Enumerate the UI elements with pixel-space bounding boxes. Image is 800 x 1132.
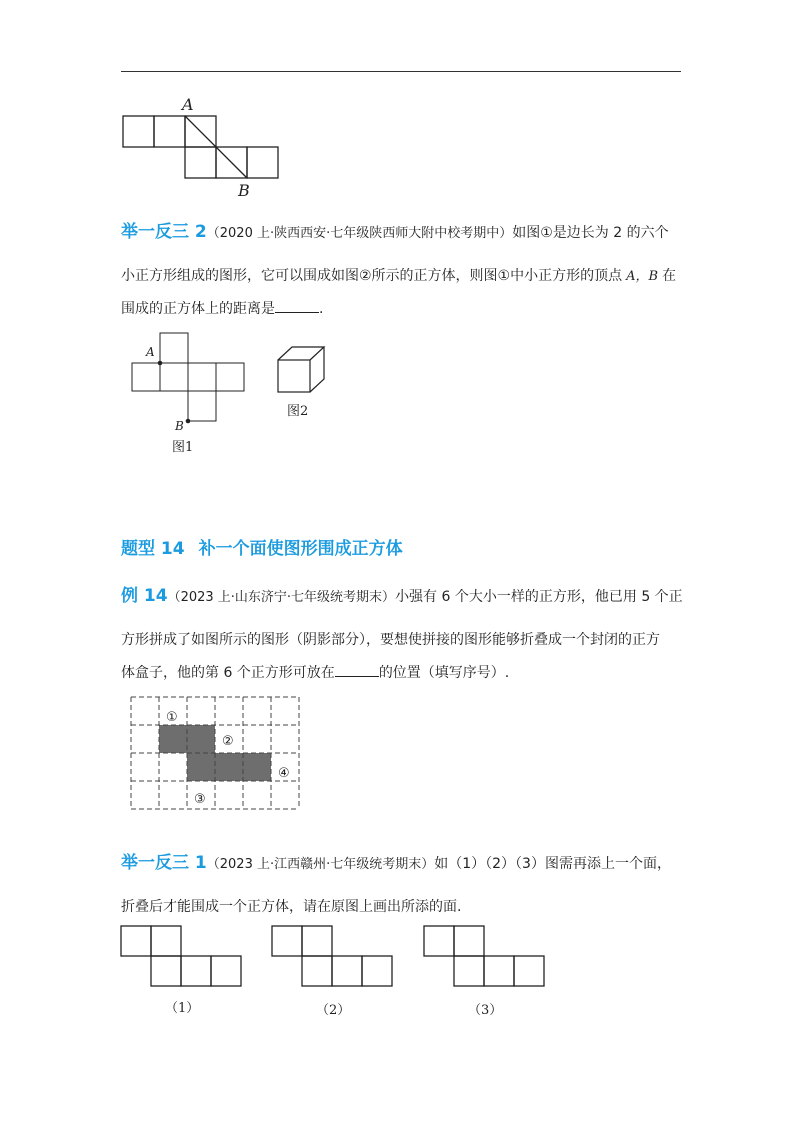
practice1-tag: 举一反三 1 [121,853,207,873]
net2-caption: （2） [316,1003,351,1018]
practice2-tag: 举一反三 2 [121,222,207,242]
practice1-line2 [121,897,681,917]
net1-caption: （1） [165,1001,200,1016]
example14-line2-text: 方形拼成了如图所示的图形（阴影部分），要想使拼接的图形能够折叠成一个封闭的正方 [121,632,660,648]
example14-line3-tail: 的位置（填写序号）. [378,665,510,681]
practice2-line3-text: 围成的正方体上的距离是 [121,301,275,317]
fig2-caption: 图2 [287,404,309,419]
practice1-source: （2023 上·江西赣州·七年级统考期末） [206,857,435,872]
practice1-line1 [121,853,681,875]
practice2-line1 [121,222,681,244]
answer-blank[interactable] [275,298,319,313]
figure1-net [125,330,255,460]
practice2-points: A，B [626,269,659,284]
section-heading [121,534,403,559]
practice2-line2-text: 小正方形组成的图形，它可以围成如图②所示的正方体，则图①中小正方形的顶点 [121,268,623,284]
dashed-grid-figure [125,692,310,817]
grid-mark-2: ② [222,734,234,749]
point-b-label: B [238,181,250,200]
example14-line1 [121,586,681,608]
fig1-point-b: B [175,419,184,433]
practice2-source: （2020 上·陕西西安·七年级陕西师大附中校考期中） [206,226,513,241]
practice2-line3-tail: . [319,301,324,317]
grid-mark-4: ④ [278,766,290,781]
top-net-figure [110,90,290,205]
grid-mark-3: ③ [194,792,206,807]
practice2-line2-tail: 在 [662,268,677,284]
answer-blank-2[interactable] [335,662,379,677]
practice2-line2 [121,266,681,287]
fig1-caption: 图1 [172,440,194,455]
header-rule [121,71,681,72]
net3-caption: （3） [468,1003,503,1018]
fig1-point-a: A [146,345,155,359]
grid-mark-1: ① [166,710,178,725]
net-1 [115,920,250,1020]
practice1-line1-text: 如（1）（2）（3）图需再添上一个面， [434,856,671,872]
example14-line3 [121,662,681,683]
practice2-line3 [121,298,681,319]
practice1-line2-text: 折叠后才能围成一个正方体，请在原图上画出所添的面. [121,899,462,915]
net-2 [266,920,401,1020]
example14-line1-text: 小强有 6 个大小一样的正方形，他已用 5 个正 [395,589,683,605]
practice2-line1-text: 如图①是边长为 2 的六个 [512,225,669,241]
point-a-label: A [182,95,194,114]
example14-source: （2023 上·山东济宁·七年级统考期末） [167,590,396,605]
section-title: 补一个面使图形围成正方体 [198,539,403,559]
net-3 [418,920,553,1020]
example14-line2 [121,630,681,650]
section-label: 题型 14 [121,539,185,559]
example14-line3-text: 体盒子，他的第 6 个正方形可放在 [121,665,335,681]
example14-tag: 例 14 [121,586,168,606]
figure2-cube [270,340,340,425]
